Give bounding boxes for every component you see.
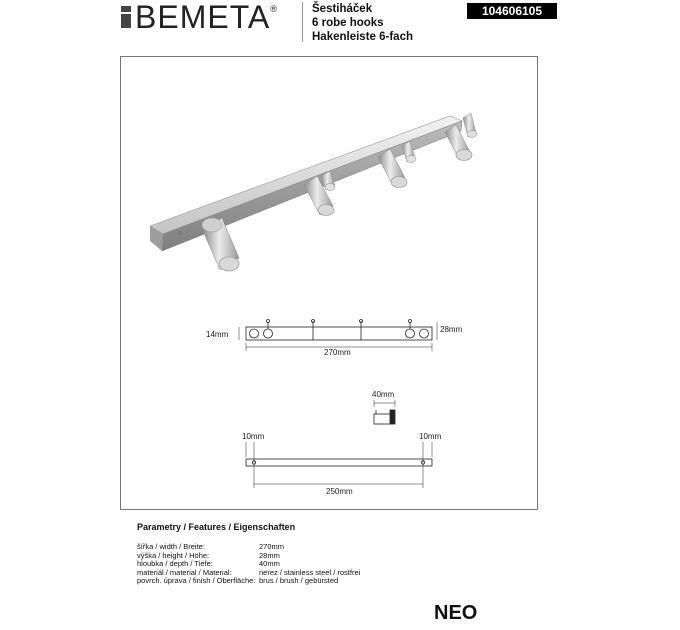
product-name-cz: Šestiháček bbox=[312, 3, 373, 15]
dim-total-width: 270mm bbox=[324, 348, 351, 357]
parameters-title: Parametry / Features / Eigenschaften bbox=[137, 522, 296, 532]
parameter-value: nerez / stainless steel / rostfrei bbox=[259, 567, 361, 577]
parameter-label: hloubka / depth / Tiefe: bbox=[137, 559, 213, 569]
dim-edge-right: 10mm bbox=[419, 432, 442, 441]
product-name-en: 6 robe hooks bbox=[312, 17, 384, 29]
parameter-label: šířka / width / Breite: bbox=[137, 542, 205, 551]
mounting-view-drawing bbox=[246, 442, 432, 488]
parameter-label: materiál / material / Material: bbox=[137, 567, 232, 577]
product-image bbox=[150, 113, 477, 271]
parameter-value: 270mm bbox=[259, 542, 285, 551]
parameter-value: 28mm bbox=[259, 550, 280, 560]
product-code: 104606105 bbox=[467, 3, 557, 19]
hook-large bbox=[202, 218, 239, 271]
dim-edge-left: 10mm bbox=[242, 432, 265, 441]
side-view-drawing bbox=[374, 400, 395, 424]
parameter-label: povrch. úprava / finish / Oberfläche: bbox=[137, 576, 256, 586]
parameter-row bbox=[137, 577, 360, 586]
dim-depth: 40mm bbox=[372, 390, 395, 399]
dim-hole-spacing: 250mm bbox=[326, 487, 353, 496]
product-series: NEO bbox=[434, 602, 478, 624]
parameters-table bbox=[137, 543, 360, 586]
registered-mark: ® bbox=[270, 4, 277, 14]
dim-height-right: 28mm bbox=[440, 325, 463, 334]
dim-height-left: 14mm bbox=[206, 330, 229, 339]
front-view-drawing bbox=[239, 320, 437, 352]
product-name-de: Hakenleiste 6-fach bbox=[312, 31, 413, 43]
parameter-value: brus / brush / gebürsted bbox=[259, 576, 339, 586]
parameter-value: 40mm bbox=[259, 559, 280, 569]
parameter-label: výška / height / Höhe: bbox=[137, 550, 210, 560]
brand-name: BEMETA bbox=[135, 0, 271, 35]
